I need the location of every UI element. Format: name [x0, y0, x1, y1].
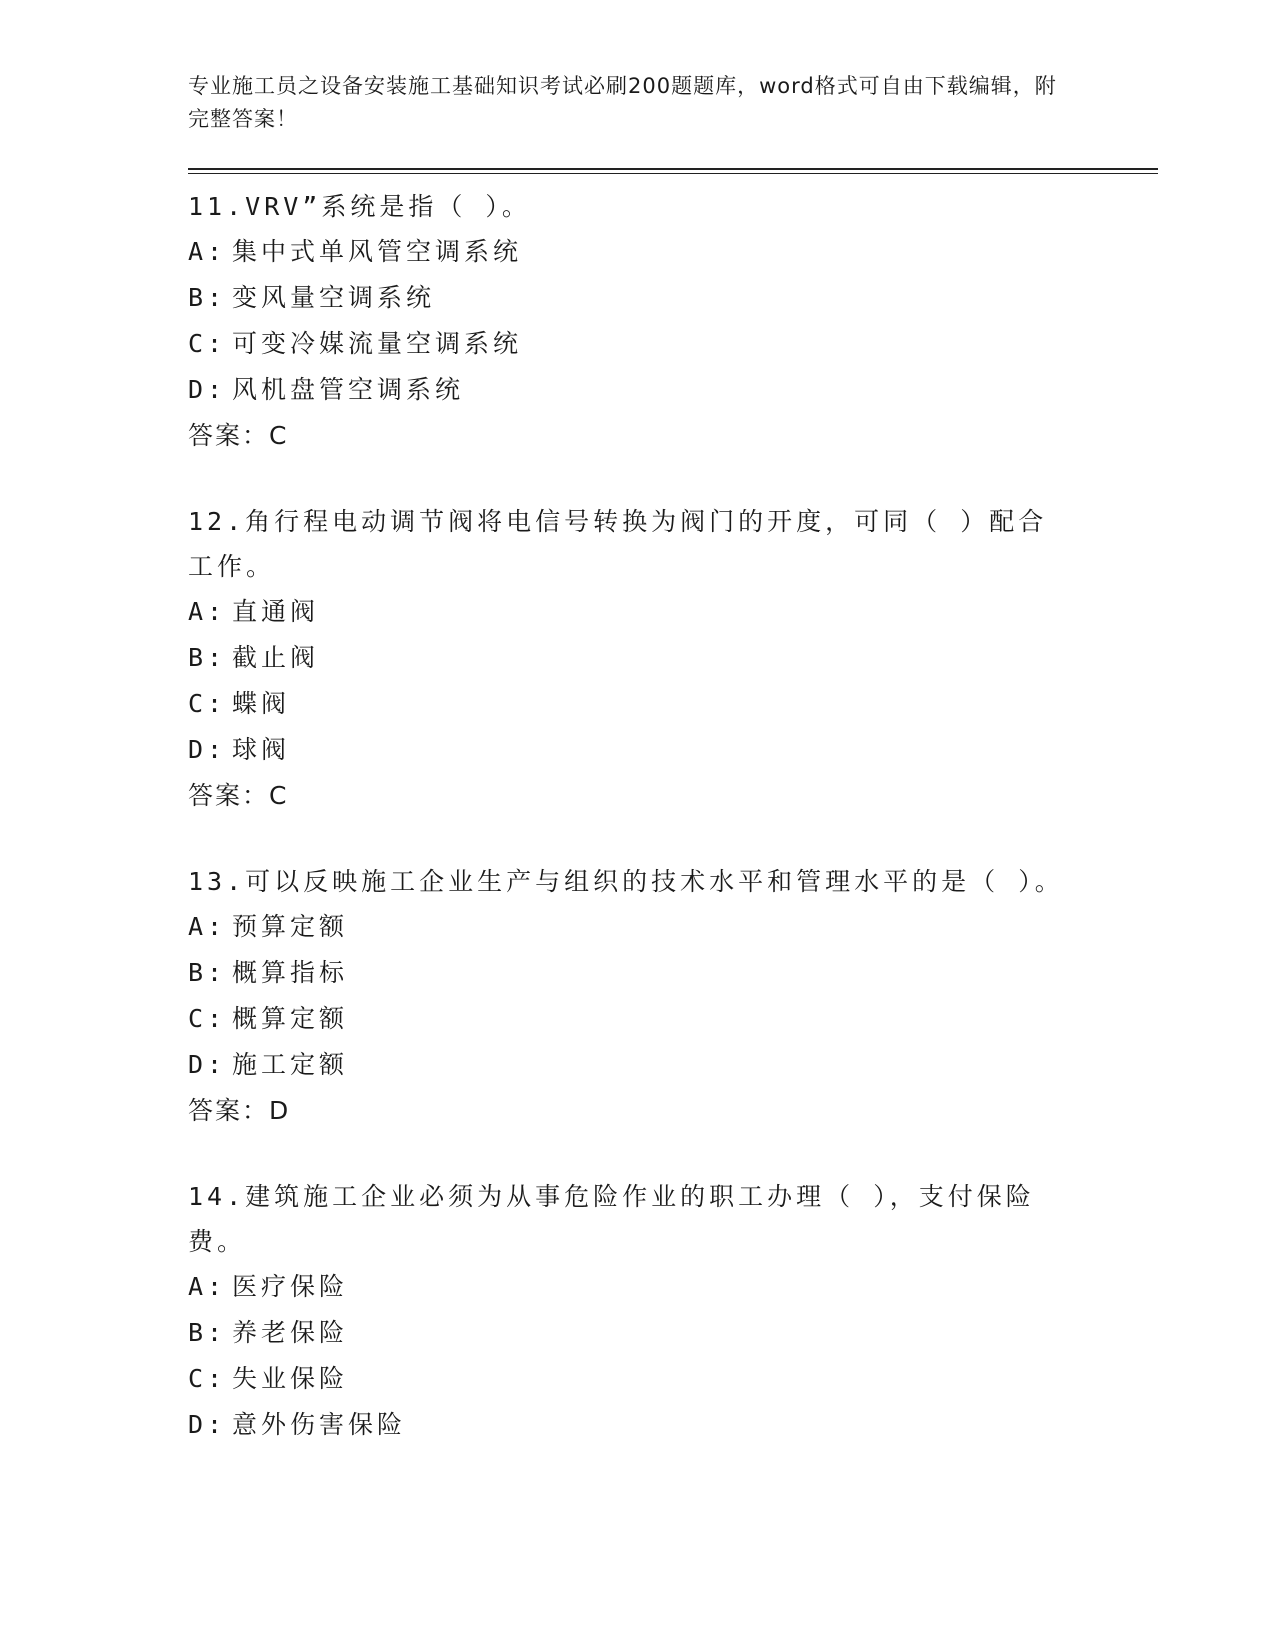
option-text: 风机盘管空调系统	[232, 375, 465, 404]
option-key: A:	[188, 1272, 227, 1301]
option-a	[188, 229, 1158, 275]
option-key: D:	[188, 375, 227, 404]
option-text: 截止阀	[232, 643, 320, 672]
option-key: B:	[188, 958, 227, 987]
answer-line: 答案：C	[188, 781, 289, 810]
option-key: D:	[188, 735, 227, 764]
option-text: 球阀	[232, 735, 291, 764]
question-11	[188, 184, 1158, 459]
option-key: A:	[188, 237, 227, 266]
option-c	[188, 681, 1158, 727]
question-14	[188, 1174, 1158, 1448]
option-a	[188, 1264, 1158, 1310]
option-key: A:	[188, 597, 227, 626]
option-text: 概算指标	[232, 958, 349, 987]
option-key: C:	[188, 329, 227, 358]
answer-line: 答案：D	[188, 1096, 291, 1125]
answer-line: 答案：C	[188, 421, 289, 450]
question-list	[188, 184, 1158, 1448]
option-key: B:	[188, 283, 227, 312]
option-text: 医疗保险	[232, 1272, 349, 1301]
option-key: B:	[188, 1318, 227, 1347]
question-12	[188, 499, 1158, 819]
question-13	[188, 859, 1158, 1134]
document-page	[188, 70, 1158, 1488]
option-b	[188, 635, 1158, 681]
option-c	[188, 996, 1158, 1042]
option-key: D:	[188, 1050, 227, 1079]
option-text: 意外伤害保险	[232, 1410, 407, 1439]
option-key: B:	[188, 643, 227, 672]
option-text: 养老保险	[232, 1318, 349, 1347]
option-d	[188, 367, 1158, 413]
option-a	[188, 589, 1158, 635]
option-key: C:	[188, 1364, 227, 1393]
option-text: 施工定额	[232, 1050, 349, 1079]
option-d	[188, 727, 1158, 773]
option-text: 可变冷媒流量空调系统	[232, 329, 523, 358]
question-stem: 12.角行程电动调节阀将电信号转换为阀门的开度，可同（ ）配合工作。	[188, 507, 1048, 581]
option-key: A:	[188, 912, 227, 941]
option-b	[188, 275, 1158, 321]
option-text: 集中式单风管空调系统	[232, 237, 523, 266]
option-text: 直通阀	[232, 597, 320, 626]
question-stem: 11.VRV”系统是指（ ）。	[188, 192, 531, 221]
option-text: 失业保险	[232, 1364, 349, 1393]
option-b	[188, 950, 1158, 996]
option-key: D:	[188, 1410, 227, 1439]
option-text: 蝶阀	[232, 689, 291, 718]
option-b	[188, 1310, 1158, 1356]
document-title: 专业施工员之设备安装施工基础知识考试必刷200题题库，word格式可自由下载编辑，附完整答案！	[188, 74, 1057, 131]
option-c	[188, 321, 1158, 367]
header-divider	[188, 168, 1158, 174]
option-a	[188, 904, 1158, 950]
option-key: C:	[188, 689, 227, 718]
option-d	[188, 1402, 1158, 1448]
question-stem: 13.可以反映施工企业生产与组织的技术水平和管理水平的是（ ）。	[188, 867, 1064, 896]
option-d	[188, 1042, 1158, 1088]
question-stem: 14.建筑施工企业必须为从事危险作业的职工办理（ ），支付保险费。	[188, 1182, 1035, 1256]
option-text: 变风量空调系统	[232, 283, 436, 312]
option-key: C:	[188, 1004, 227, 1033]
option-c	[188, 1356, 1158, 1402]
option-text: 概算定额	[232, 1004, 349, 1033]
option-text: 预算定额	[232, 912, 349, 941]
